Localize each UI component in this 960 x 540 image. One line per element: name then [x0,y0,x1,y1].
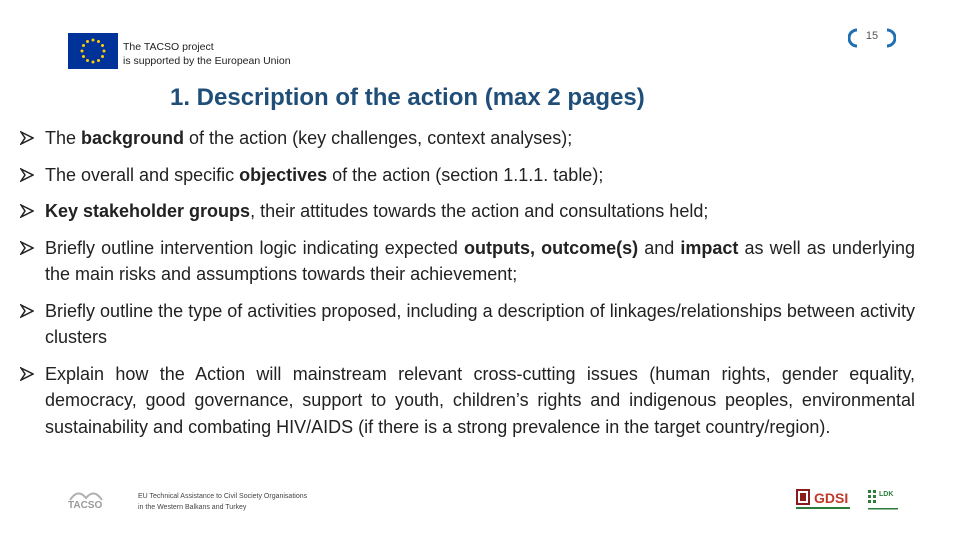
eu-star [101,44,104,47]
page-number [848,26,896,50]
eu-star [97,59,100,62]
eu-star [92,61,95,64]
slide-title: 1. Description of the action (max 2 pages) [170,84,645,111]
bullet-item [20,198,915,225]
tacso-logo [66,488,108,514]
eu-star [82,55,85,58]
arrow-bullet-icon [20,235,38,261]
eu-star [86,40,89,43]
bullet-text: of the action (key challenges, context analyses); [184,128,573,148]
ldk-logo-text: LDK [879,491,894,498]
bullet-text: Briefly outline the type of activities proposed, including a description of linkages/relationships between activity clusters [45,300,915,347]
bullet-item [20,125,915,152]
bullet-text: and [638,237,681,258]
bullet-text: The [45,128,82,148]
bullet-text: of the action (section 1.1.1. table); [327,164,604,185]
bullet-item [20,298,915,351]
eu-flag-logo [68,33,118,69]
gdsi-logo [796,488,850,510]
eu-star [81,50,84,53]
footer-line-2: in the Western Balkans and Turkey [138,504,247,511]
arrow-bullet-icon [20,298,38,324]
footer-line-1: EU Technical Assistance to Civil Society Organisations [138,493,308,500]
arrow-bullet-icon [20,162,38,188]
eu-star [82,44,85,47]
eu-star [92,39,95,42]
eu-star [86,59,89,62]
bullet-bold-text: outputs, outcome(s) [463,237,639,258]
gdsi-logo-text: GDSI [814,490,849,506]
bullet-bold-text: impact [680,237,739,258]
bullet-list [20,125,915,450]
bullet-text: Briefly outline intervention logic indicating expected [45,237,464,258]
header-line-1: The TACSO project [123,41,214,53]
arrow-bullet-icon [20,125,38,151]
bullet-bold-text: Key stakeholder groups [45,201,251,221]
footer-text [138,491,307,513]
eu-star [101,55,104,58]
bullet-text: Explain how the Action will mainstream relevant cross-cutting issues (human rights, gender equality, democracy, good governance, support to youth, children’s rights and indigenous peoples, environmental sustainability and combating HIV/AIDS (if there is a strong prevalence in the target country/region). [45,363,915,437]
bullet-text: The overall and specific [45,164,240,185]
tacso-logo-text: TACSO [68,500,103,511]
header-text [123,40,291,68]
eu-star [103,50,106,53]
bullet-item [20,361,915,441]
arrow-bullet-icon [20,361,38,387]
page-number-value: 15 [865,30,879,42]
bullet-bold-text: objectives [239,164,328,185]
bullet-text: as well as underlying the main risks and assumptions towards their achievement; [45,237,915,284]
bullet-item [20,162,915,189]
bullet-bold-text: background [81,128,185,148]
bullet-text: , their attitudes towards the action and consultations held; [250,201,709,221]
header-line-2: is supported by the European Union [123,55,291,67]
eu-star [97,40,100,43]
ldk-logo [866,488,900,514]
arrow-bullet-icon [20,198,38,224]
bullet-item [20,235,915,288]
